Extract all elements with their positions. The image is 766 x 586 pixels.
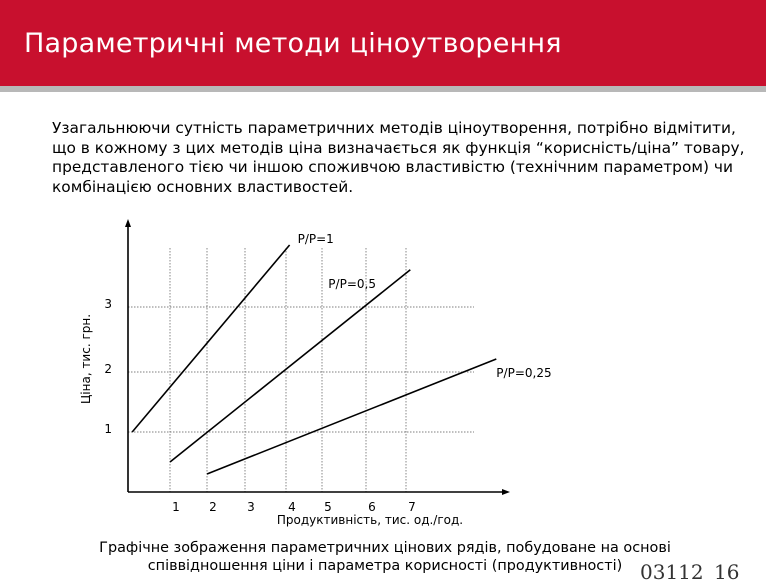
series-label: P/P=1 bbox=[297, 232, 334, 246]
y-axis-arrow bbox=[125, 219, 131, 227]
series-line bbox=[132, 245, 289, 432]
y-tick-labels bbox=[104, 297, 112, 436]
page-number: 16 bbox=[714, 560, 740, 584]
x-tick-label: 6 bbox=[368, 500, 376, 514]
x-tick-label: 1 bbox=[172, 500, 180, 514]
series-line bbox=[170, 270, 410, 462]
y-tick-label: 3 bbox=[104, 297, 112, 311]
x-tick-labels bbox=[172, 500, 416, 514]
y-tick-label: 2 bbox=[104, 362, 112, 376]
series-label: P/P=0,5 bbox=[328, 276, 376, 291]
figure-caption: Графічне зображення параметричних цінових рядів, побудоване на основі співвідношення ціни і параметра корисності (продуктивності) bbox=[99, 540, 671, 574]
series-line bbox=[207, 359, 496, 474]
x-axis-arrow bbox=[502, 489, 510, 495]
x-tick-label: 5 bbox=[324, 500, 332, 514]
x-tick-label: 7 bbox=[408, 500, 416, 514]
x-tick-label: 4 bbox=[288, 500, 296, 514]
x-tick-label: 3 bbox=[247, 500, 255, 514]
y-tick-label: 1 bbox=[104, 422, 112, 436]
horizontal-grid bbox=[128, 307, 474, 432]
series-label: P/P=0,25 bbox=[496, 366, 552, 380]
footer-code: 03112 bbox=[640, 560, 704, 584]
y-axis-label: Ціна, тис. грн. bbox=[79, 313, 93, 405]
slide-title: Параметричні методи ціноутворення bbox=[24, 28, 562, 59]
x-tick-label: 2 bbox=[209, 500, 217, 514]
intro-text: Узагальнюючи сутність параметричних методів ціноутворення, потрібно відмітити, що в кожному з цих методів ціна визначається як функція “корисність/ціна” товару, представленого тією чи іншою споживчою властивістю (технічним параметром) чи комбінацією основних властивостей. bbox=[52, 119, 745, 196]
x-axis-label: Продуктивність, тис. од./год. bbox=[276, 513, 464, 527]
series-lines bbox=[132, 232, 551, 474]
